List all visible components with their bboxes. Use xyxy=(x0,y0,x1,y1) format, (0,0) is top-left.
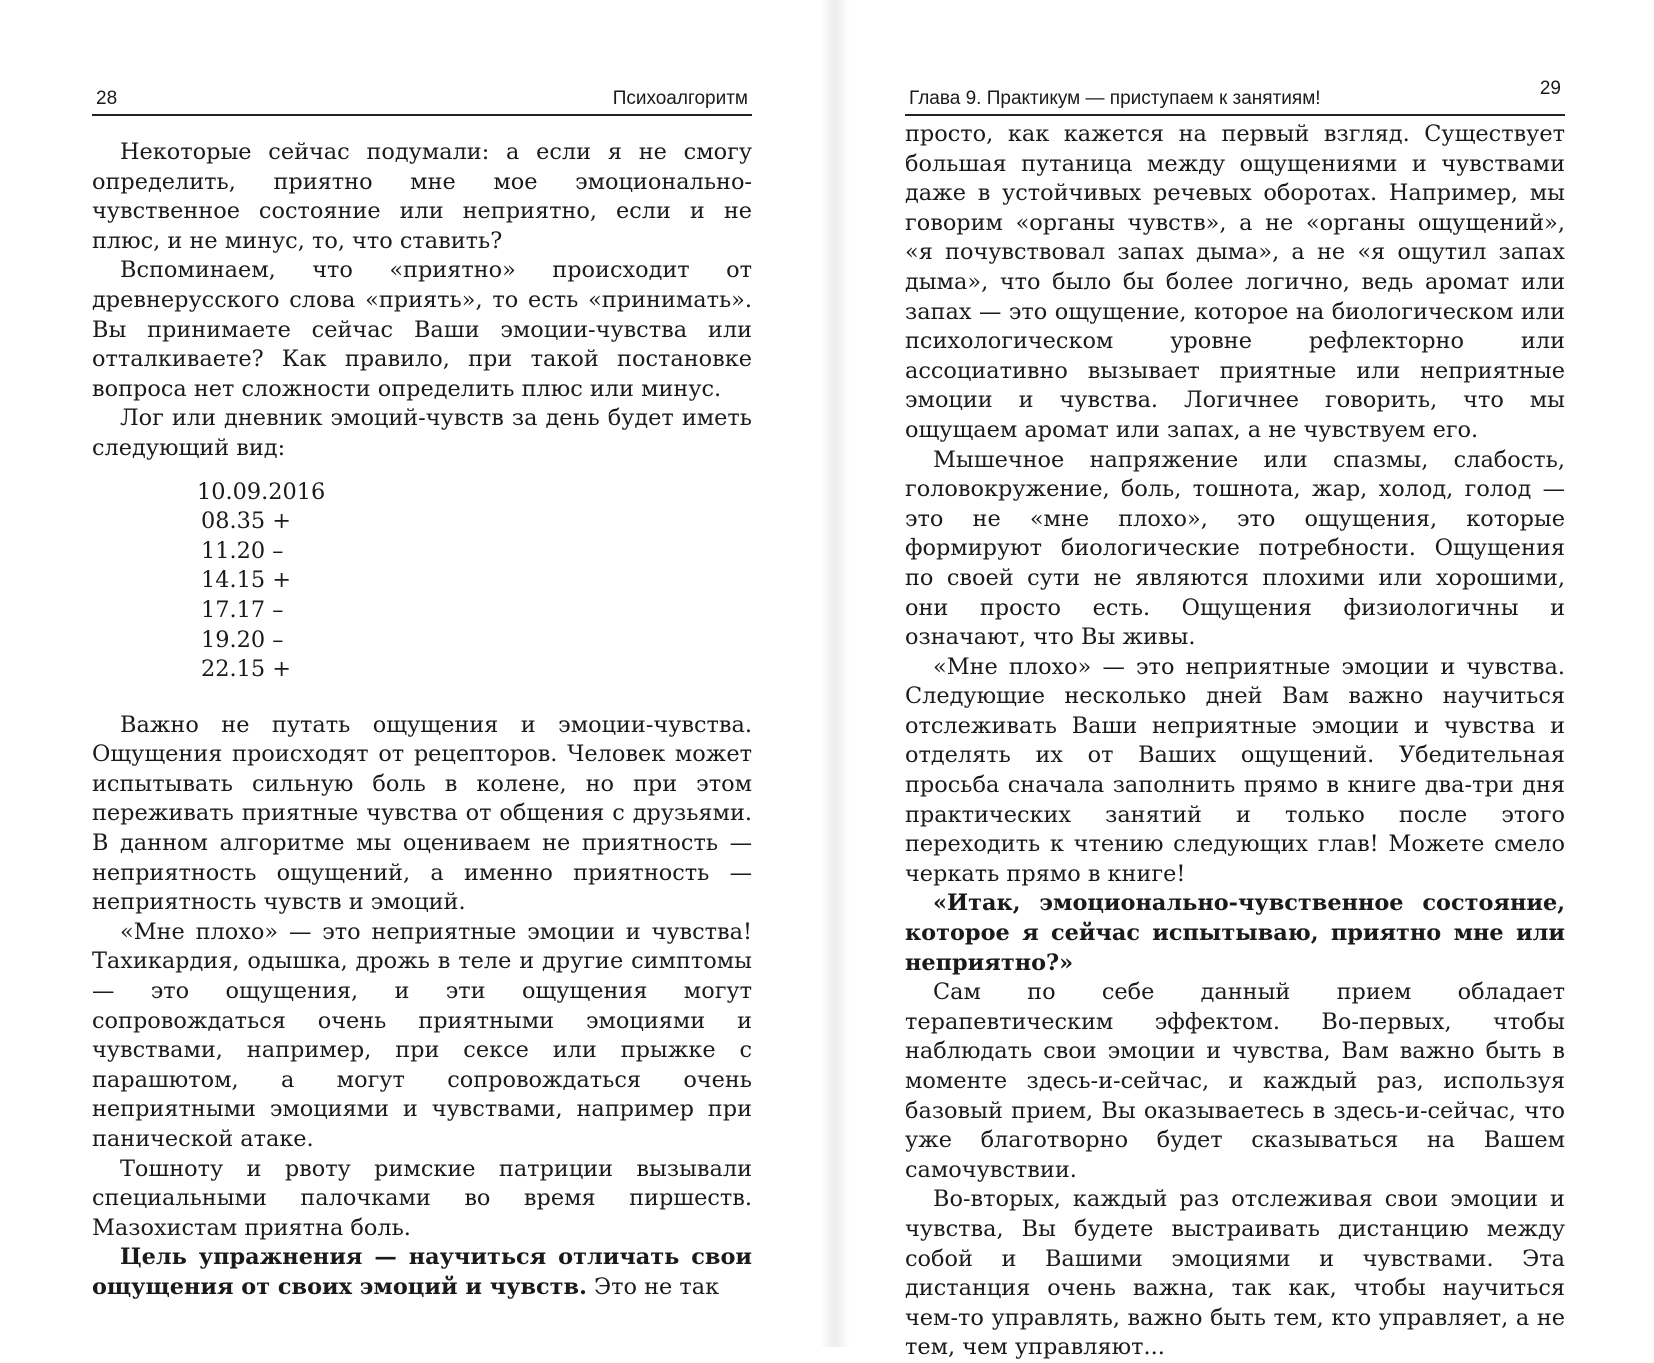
paragraph: Важно не путать ощущения и эмоции-чувства. Ощущения происходят от рецепторов. Человек может испытывать сильную боль в колене, но при этом переживать приятные чувства от общения с друзьями. В данном алгоритме мы оцениваем не приятность — неприятность ощущений, а именно приятность — неприятность чувств и эмоций. xyxy=(92,711,752,916)
right-page-body xyxy=(905,120,1565,1363)
paragraph: «Мне плохо» — это неприятные эмоции и чувства! Тахикардия, одышка, дрожь в теле и другие симптомы — это ощущения, и эти ощущения могут сопровождаться очень приятными эмоциями и чувствами, например, при сексе или прыжке с парашютом, а могут сопровождаться очень неприятными эмоциями и чувствами, например при панической атаке. xyxy=(92,918,752,1152)
book-gutter xyxy=(820,0,850,1347)
log-entry: 22.15 + xyxy=(201,656,291,683)
paragraph: Некоторые сейчас подумали: а если я не смогу определить, приятно мне мое эмоционально-чувственное состояние или неприятно, если и не плюс, и не минус, то, что ставить? xyxy=(92,139,752,254)
left-page xyxy=(92,78,752,1303)
paragraph xyxy=(92,1243,752,1302)
log-entry: 17.17 – xyxy=(201,596,284,623)
page-number: 28 xyxy=(96,88,118,109)
paragraph: Сам по себе данный прием обладает терапевтическим эффектом. Во-первых, чтобы наблюдать свои эмоции и чувства, Вам важно быть в моменте здесь-и-сейчас, и каждый раз, используя базовый прием, Вы оказываетесь в здесь-и-сейчас, что уже благотворно будет сказываться на Вашем самочувствии. xyxy=(905,979,1565,1183)
paragraph: Вспоминаем, что «приятно» происходит от древнерусского слова «приять», то есть «принимать». Вы принимаете сейчас Ваши эмоции-чувства или отталкиваете? Как правило, при такой постановке вопроса нет сложности определить плюс или минус. xyxy=(92,257,752,402)
left-page-header xyxy=(92,78,752,116)
page-number: 29 xyxy=(1539,78,1561,99)
running-title: Психоалгоритм xyxy=(612,88,748,109)
left-page-body xyxy=(92,138,752,1303)
running-title: Глава 9. Практикум — приступаем к занятиям! xyxy=(909,88,1321,109)
paragraph: «Мне плохо» — это неприятные эмоции и чувства. Следующие несколько дней Вам важно научиться отслеживать Ваши неприятные эмоции и чувства и отделять их от Ваших ощущений. Убедительная просьба сначала заполнить прямо в книге два-три дня практических занятий и только после этого переходить к чтению следующих глав! Можете смело черкать прямо в книге! xyxy=(905,653,1565,887)
log-date: 10.09.2016 xyxy=(197,478,326,505)
paragraph-continuation: Это не так xyxy=(586,1273,720,1300)
right-page xyxy=(905,78,1565,1363)
paragraph: Лог или дневник эмоций-чувств за день будет иметь следующий вид: xyxy=(92,405,752,461)
paragraph: Мышечное напряжение или спазмы, слабость, головокружение, боль, тошнота, жар, холод, голод — это не «мне плохо», это ощущения, которые формируют биологические потребности. Ощущения по своей сути не являются плохими или хорошими, они просто есть. Ощущения физиологичны и означают, что Вы живы. xyxy=(905,446,1565,651)
right-page-header xyxy=(905,78,1565,116)
log-entry: 11.20 – xyxy=(201,537,284,564)
emotion-log xyxy=(197,478,752,685)
log-entry: 08.35 + xyxy=(201,508,291,535)
key-question: «Итак, эмоционально-чувственное состояние, которое я сейчас испытываю, приятно мне или неприятно?» xyxy=(905,890,1565,976)
log-entry: 19.20 – xyxy=(201,626,284,653)
log-entry: 14.15 + xyxy=(201,567,291,594)
exercise-goal: Цель упражнения — научиться отличать свои ощущения от своих эмоций и чувств. xyxy=(92,1244,752,1300)
paragraph: просто, как кажется на первый взгляд. Существует большая путаница между ощущениями и чувствами даже в устойчивых речевых оборотах. Например, мы говорим «органы чувств», а не «органы ощущений», «я почувствовал запах дыма», а не «я ощутил запах дыма», что было бы более логично, ведь аромат или запах — это ощущение, которое на биологическом или психологическом уровне рефлекторно или ассоциативно вызывает приятные или неприятные эмоции и чувства. Логичнее говорить, что мы ощущаем аромат или запах, а не чувствуем его. xyxy=(905,121,1565,443)
paragraph: Во-вторых, каждый раз отслеживая свои эмоции и чувства, Вы будете выстраивать дистанцию между собой и Вашими эмоциями и чувствами. Эта дистанция очень важна, так как, чтобы научиться чем-то управлять, важно быть тем, кто управляет, а не тем, чем управляют... xyxy=(905,1186,1565,1361)
paragraph: Тошноту и рвоту римские патриции вызывали специальными палочками во время пиршеств. Мазохистам приятна боль. xyxy=(92,1155,752,1241)
